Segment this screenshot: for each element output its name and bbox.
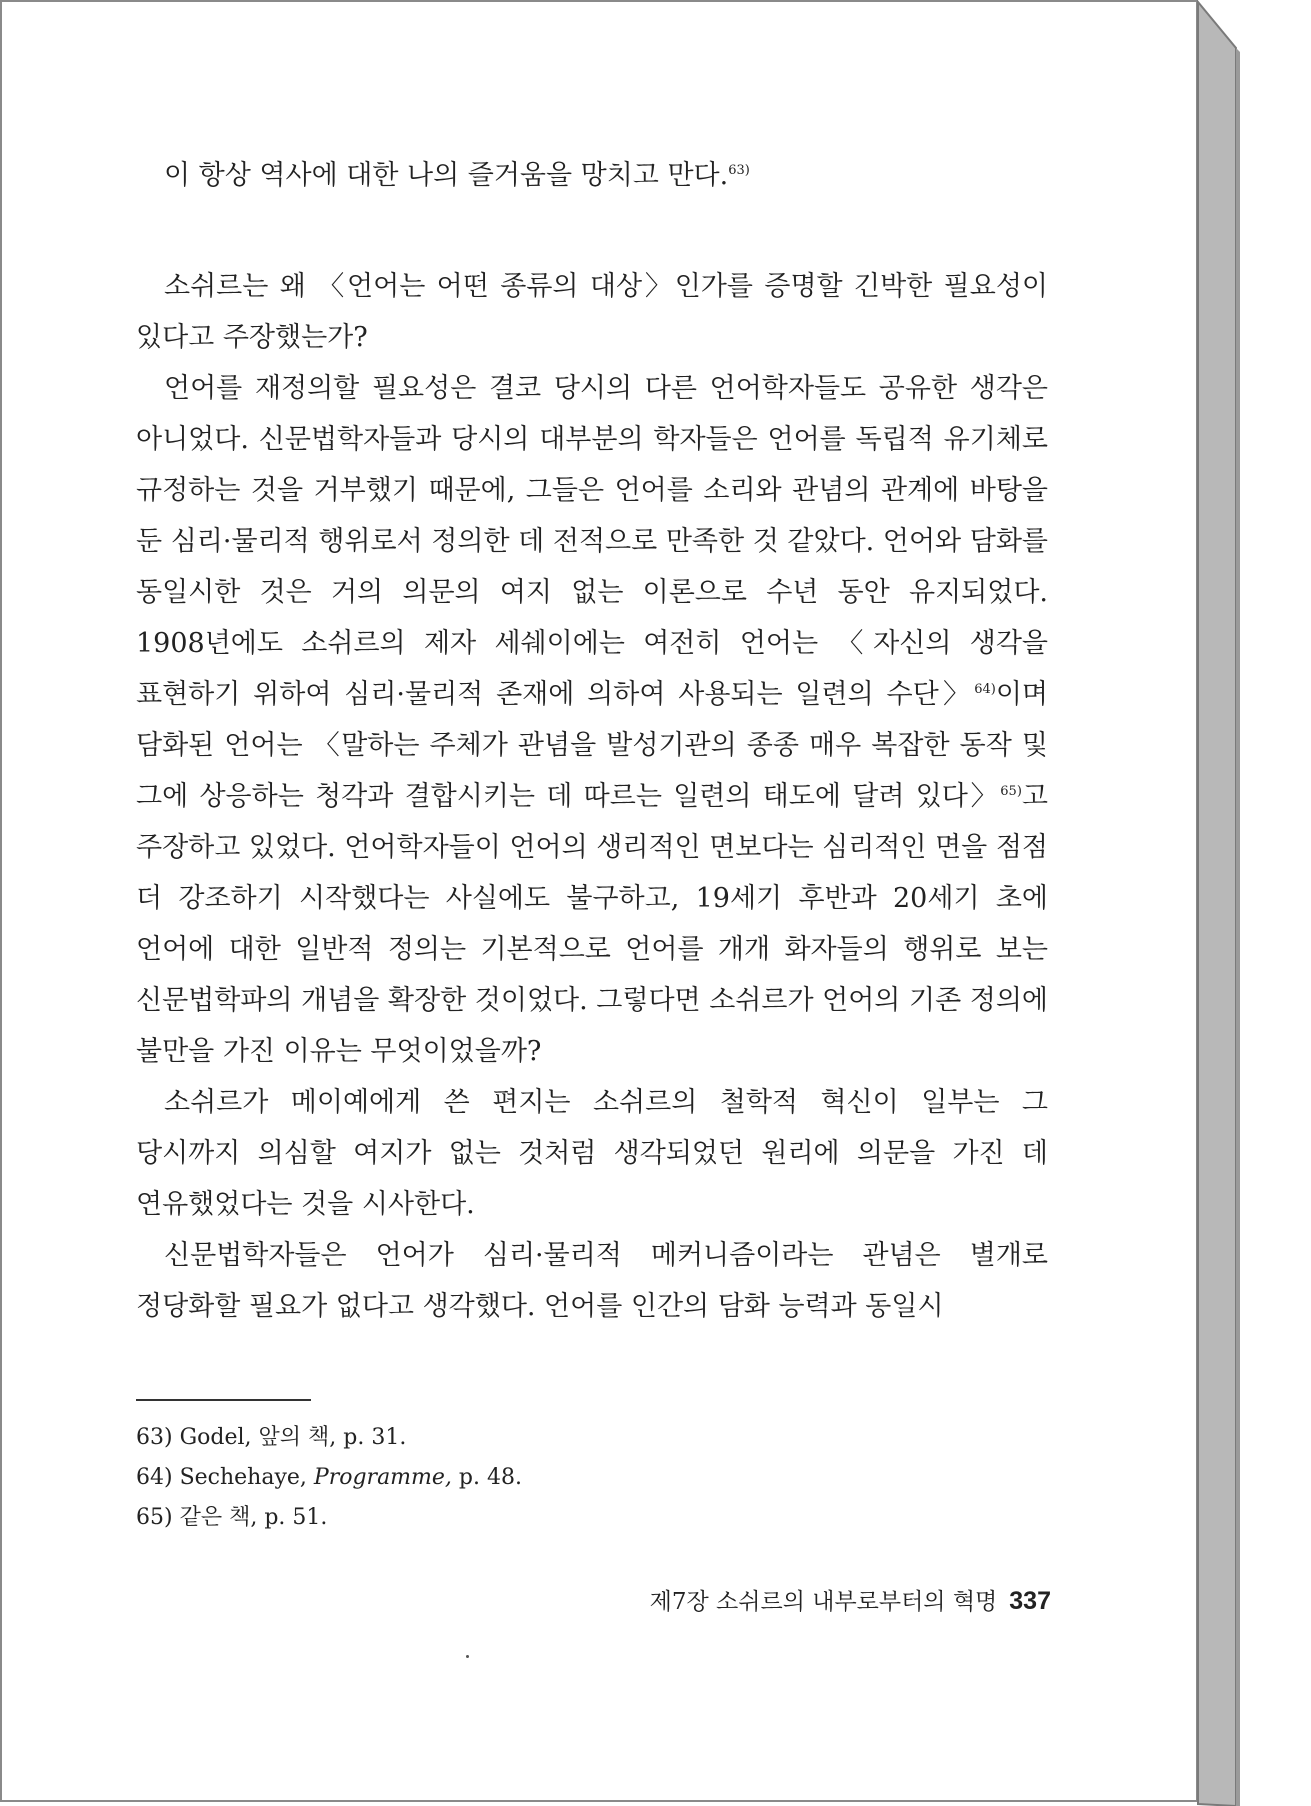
page-number: 337 (1009, 1587, 1051, 1615)
paragraph-2: 언어를 재정의할 필요성은 결코 당시의 다른 언어학자들도 공유한 생각은 아니었다. 신문법학자들과 당시의 대부분의 학자들은 언어를 독립적 유기체로 규정하는 것을 거부했기 때문에, 그들은 언어를 소리와 관념의 관계에 바탕을 둔 심리·물리적 행위로서 정의한 데 전적으로 만족한 것 같았다. 언어와 담화를 동일시한 것은 거의 의문의 여지 없는 이론으로 수년 동안 유지되었다. 1908년에도 소쉬르의 제자 세쉐이에는 여전히 언어는 〈자신의 생각을 표현하기 위하여 심리·물리적 존재에 의하여 사용되는 일련의 수단〉$^{64)}$이며 담화된 언어는 〈말하는 주체가 관념을 발성기관의 종종 매우 복잡한 동작 및 그에 상응하는 청각과 결합시키는 데 따르는 일련의 태도에 달려 있다〉$^{65)}$고 주장하고 있었다. 언어학자들이 언어의 생리적인 면보다는 심리적인 면을 점점 더 강조하기 시작했다는 사실에도 불구하고, 19세기 후반과 20세기 초에 언어에 대한 일반적 정의는 기본적으로 언어를 개개 화자들의 행위로 보는 신문법학파의 개념을 확장한 것이었다. 그렇다면 소쉬르가 언어의 기존 정의에 불만을 가진 이유는 무엇이었을까? (136, 373, 1048, 1067)
footnotes (136, 1418, 836, 1538)
quote-text: 이 항상 역사에 대한 나의 즐거움을 망치고 만다. (164, 160, 729, 191)
footnote-ref-64: 64) (974, 682, 996, 697)
footnote-63: 63) Godel, 앞의 책, p. 31. (136, 1425, 407, 1450)
speck (466, 1655, 469, 1658)
paragraph-1: 소쉬르는 왜 〈언어는 어떤 종류의 대상〉인가를 증명할 긴박한 필요성이 있다고 주장했는가? (136, 271, 1048, 353)
quote-continuation (164, 150, 1048, 201)
paragraph-4: 신문법학자들은 언어가 심리·물리적 메커니즘이라는 관념은 별개로 정당화할 필요가 없다고 생각했다. 언어를 인간의 담화 능력과 동일시 (136, 1240, 1048, 1322)
footnote-64: 64) Sechehaye, Programme, p. 48. (136, 1465, 522, 1490)
running-footer (650, 1583, 1051, 1616)
footnote-ref-63: 63) (728, 163, 750, 178)
chapter-title: 제7장 소쉬르의 내부로부터의 혁명 (649, 1589, 998, 1615)
footnote-ref-65: 65) (1000, 784, 1022, 799)
body-text (136, 150, 1048, 1332)
footnote-divider (136, 1399, 311, 1401)
footnote-65: 65) 같은 책, p. 51. (136, 1505, 328, 1530)
paragraph-3: 소쉬르가 메이예에게 쓴 편지는 소쉬르의 철학적 혁신이 일부는 그 당시까지 의심할 여지가 없는 것처럼 생각되었던 원리에 의문을 가진 데 연유했었다는 것을 시사한다. (136, 1087, 1048, 1220)
